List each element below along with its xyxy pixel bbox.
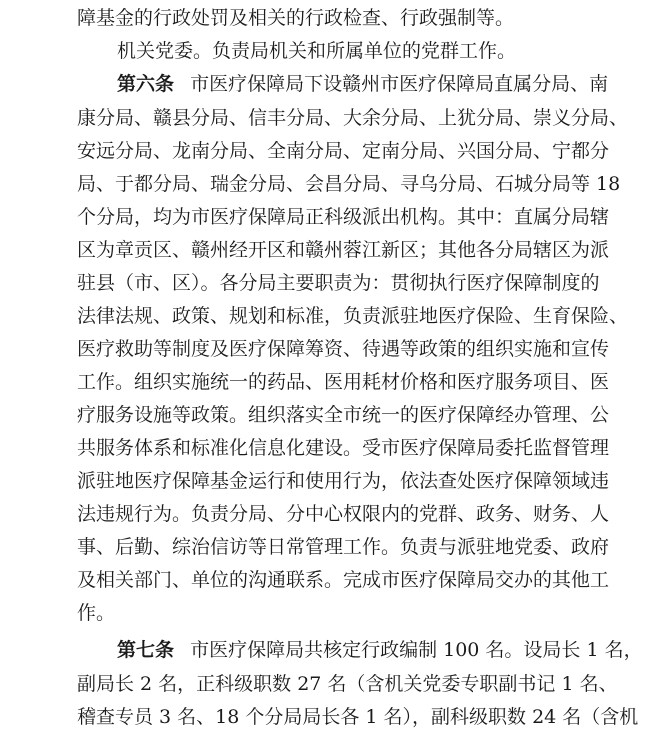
text-line xyxy=(77,135,657,167)
line-text: 事、后勤、综治信访等日常管理工作。负责与派驻地党委、政府 xyxy=(77,536,610,558)
text-line xyxy=(77,701,657,733)
text-line xyxy=(77,498,657,530)
text-line xyxy=(77,102,657,134)
line-text: 派驻地医疗保障基金运行和使用行为，依法查处医疗保障领域违 xyxy=(77,470,610,492)
article-heading: 第七条 xyxy=(117,639,175,661)
text-line xyxy=(77,564,657,596)
text-line xyxy=(117,35,657,67)
line-text: 机关党委。负责局机关和所属单位的党群工作。 xyxy=(117,40,517,62)
line-text: 障基金的行政处罚及相关的行政检查、行政强制等。 xyxy=(77,7,515,29)
line-text: 稽查专员 3 名、18 个分局局长各 1 名），副科级职数 24 名（含机 xyxy=(77,706,639,728)
text-line xyxy=(77,465,657,497)
text-line xyxy=(77,2,657,34)
line-text: 副局长 2 名，正科级职数 27 名（含机关党委专职副书记 1 名、 xyxy=(77,673,618,695)
article-heading: 第六条 xyxy=(117,73,175,95)
line-text: 工作。组织实施统一的药品、医用耗材价格和医疗服务项目、医 xyxy=(77,371,610,393)
line-text: 市医疗保障局共核定行政编制 100 名。设局长 1 名， xyxy=(190,639,643,661)
text-line xyxy=(77,399,657,431)
text-line xyxy=(77,366,657,398)
text-line xyxy=(77,234,657,266)
text-line xyxy=(77,267,657,299)
line-text: 及相关部门、单位的沟通联系。完成市医疗保障局交办的其他工 xyxy=(77,569,610,591)
line-text: 驻县（市、区）。各分局主要职责为：贯彻执行医疗保障制度的 xyxy=(77,272,600,294)
text-line xyxy=(77,300,657,332)
line-text: 疗服务设施等政策。组织落实全市统一的医疗保障经办管理、公 xyxy=(77,404,610,426)
line-text: 康分局、赣县分局、信丰分局、大余分局、上犹分局、崇义分局、 xyxy=(77,107,629,129)
text-line xyxy=(77,432,657,464)
line-text: 医疗救助等制度及医疗保障筹资、待遇等政策的组织实施和宣传 xyxy=(77,338,610,360)
line-text: 作。 xyxy=(77,602,116,624)
line-text: 共服务体系和标准化信息化建设。受市医疗保障局委托监督管理 xyxy=(77,437,610,459)
line-text: 法律法规、政策、规划和标准，负责派驻地医疗保险、生育保险、 xyxy=(77,305,629,327)
line-text: 局、于都分局、瑞金分局、会昌分局、寻乌分局、石城分局等 18 xyxy=(77,173,621,195)
article-6-line xyxy=(117,68,657,100)
line-text: 区为章贡区、赣州经开区和赣州蓉江新区；其他各分局辖区为派 xyxy=(77,239,610,261)
line-text: 市医疗保障局下设赣州市医疗保障局直属分局、南 xyxy=(190,73,609,95)
text-line xyxy=(77,168,657,200)
line-text: 安远分局、龙南分局、全南分局、定南分局、兴国分局、宁都分 xyxy=(77,140,610,162)
text-line xyxy=(77,333,657,365)
line-text: 法违规行为。负责分局、分中心权限内的党群、政务、财务、人 xyxy=(77,503,610,525)
text-line xyxy=(77,201,657,233)
text-line xyxy=(77,597,657,629)
text-line xyxy=(77,668,657,700)
article-7-line xyxy=(117,634,657,666)
line-text: 个分局，均为市医疗保障局正科级派出机构。其中：直属分局辖 xyxy=(77,206,610,228)
text-line xyxy=(77,531,657,563)
